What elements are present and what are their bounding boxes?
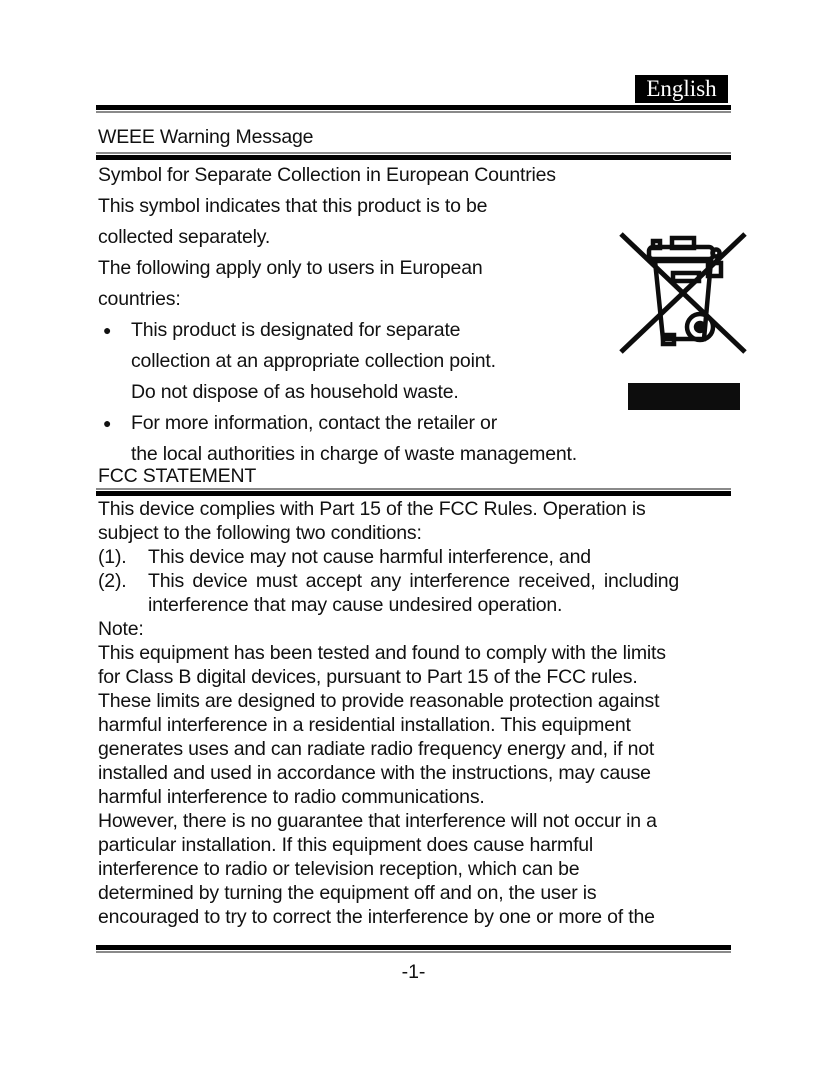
fcc-section-body [98,497,731,929]
bullet-text-line: For more information, contact the retailer or [131,412,497,434]
fcc-condition-line: interference that may cause undesired operation. [148,594,563,616]
weee-intro-line: countries: [98,288,181,310]
condition-number: (1). [98,546,127,568]
fcc-body-line: for Class B digital devices, pursuant to Part 15 of the FCC rules. [98,666,638,688]
top-divider-rule [96,105,731,113]
fcc-body-line: generates uses and can radiate radio frequency energy and, if not [98,738,655,760]
weee-section-heading: WEEE Warning Message [98,126,314,148]
fcc-body-line: subject to the following two conditions: [98,522,422,544]
weee-bullet-item [98,408,731,439]
bullet-text-line: Do not dispose of as household waste. [131,381,459,403]
weee-black-bar-icon [628,383,740,410]
weee-intro-line: This symbol indicates that this product is to be [98,195,488,217]
language-badge: English [635,75,728,103]
fcc-body-line: These limits are designed to provide reasonable protection against [98,690,660,712]
fcc-body-line: However, there is no guarantee that interference will not occur in a [98,810,657,832]
condition-text: This device must accept any interference received, including [148,570,680,592]
fcc-section-heading: FCC STATEMENT [98,465,257,487]
fcc-body-line: interference to radio or television reception, which can be [98,858,580,880]
condition-number: (2). [98,570,127,592]
fcc-note-label: Note: [98,618,144,640]
weee-heading-divider-rule [96,152,731,160]
fcc-condition-line [98,569,731,593]
weee-crossed-out-wheeled-bin-icon [616,226,750,360]
page-number: -1- [401,961,426,983]
fcc-body-line: This device complies with Part 15 of the FCC Rules. Operation is [98,498,646,520]
bullet-text-line: This product is designated for separate [131,319,461,341]
bullet-text-line: the local authorities in charge of waste management. [131,443,577,465]
fcc-condition-line [98,545,731,569]
fcc-heading-divider-rule [96,488,731,496]
fcc-body-line: particular installation. If this equipment does cause harmful [98,834,594,856]
fcc-body-line: encouraged to try to correct the interference by one or more of the [98,906,655,928]
fcc-body-line: determined by turning the equipment off and on, the user is [98,882,597,904]
bullet-icon: ● [103,322,112,338]
fcc-body-line: installed and used in accordance with the instructions, may cause [98,762,651,784]
bullet-text-line: collection at an appropriate collection point. [131,350,496,372]
condition-text: This device may not cause harmful interference, and [148,546,591,568]
fcc-body-line: harmful interference to radio communications. [98,786,485,808]
weee-intro-line: The following apply only to users in European [98,257,483,279]
weee-subheading: Symbol for Separate Collection in European Countries [98,164,556,186]
bullet-icon: ● [103,415,112,431]
fcc-body-line: harmful interference in a residential installation. This equipment [98,714,631,736]
fcc-body-line: This equipment has been tested and found to comply with the limits [98,642,666,664]
weee-intro-line: collected separately. [98,226,271,248]
footer-divider-rule [96,945,731,953]
